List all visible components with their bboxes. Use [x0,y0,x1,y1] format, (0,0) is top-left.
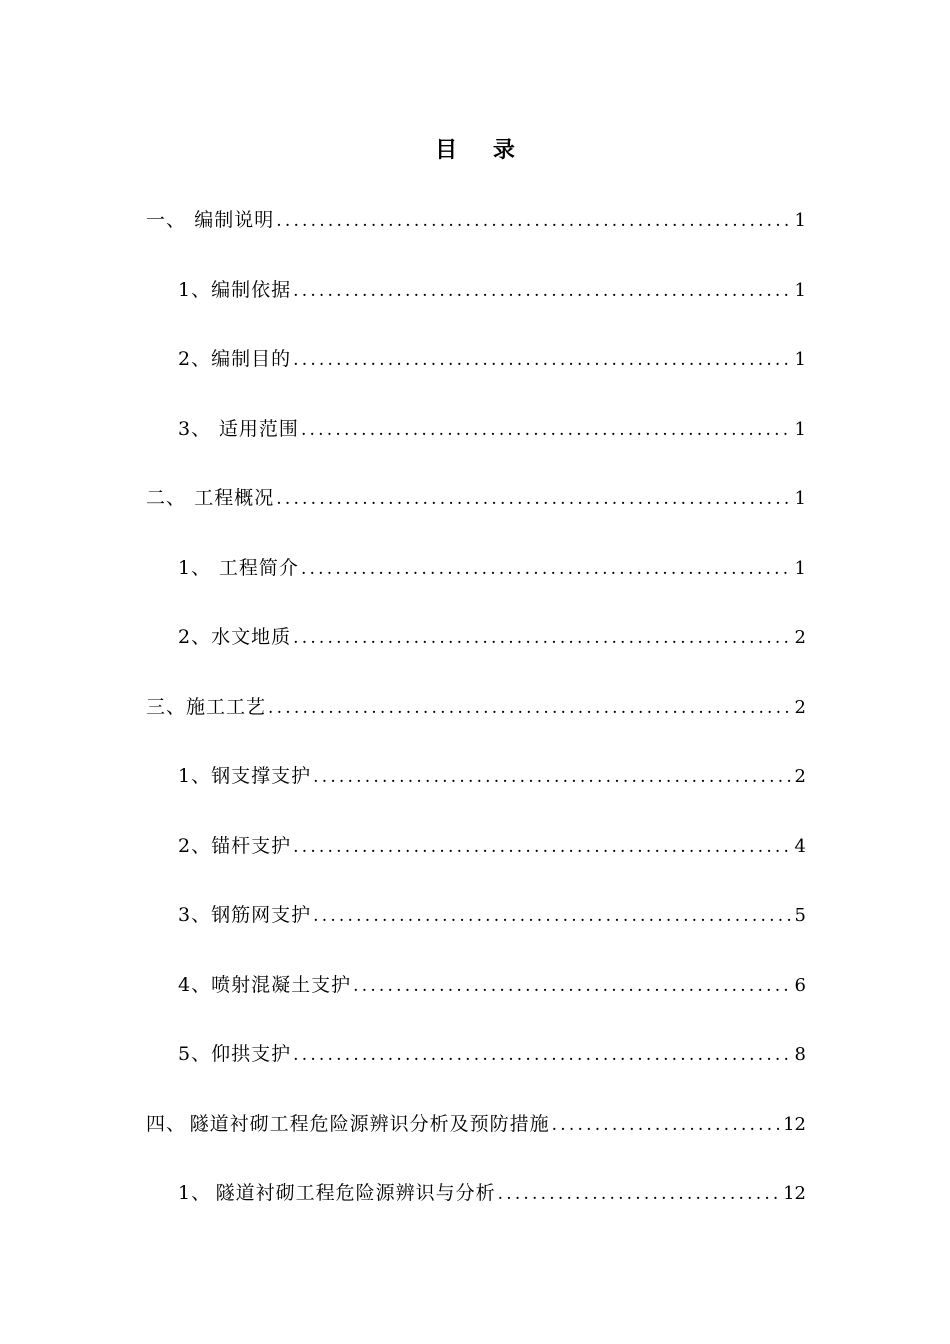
toc-entry-page-number: 12 [783,1183,806,1204]
toc-entry-page-number: 6 [794,975,806,996]
toc-entry-text: 编制说明 [194,209,275,231]
toc-leader-dots [276,206,790,236]
toc-entry-text: 编制目的 [211,348,292,370]
toc-entry[interactable] [178,1178,806,1208]
toc-entry-number: 1、 [178,1182,212,1204]
toc-title: 目 录 [435,137,529,163]
toc-leader-dots [313,901,790,931]
toc-leader-dots [293,832,790,862]
toc-leader-dots [498,1179,779,1209]
toc-entry-page-number: 4 [794,836,806,857]
toc-entry-number: 2、 [178,626,212,648]
toc-entry-text: 水文地质 [211,626,292,648]
toc-entry-text: 仰拱支护 [211,1043,292,1065]
toc-leader-dots [293,345,790,375]
toc-entry-page-number: 5 [794,905,806,926]
toc-leader-dots [268,693,791,723]
toc-leader-dots [353,971,790,1001]
toc-entry-number: 四、 [146,1113,187,1135]
toc-entry-page-number: 1 [794,558,806,579]
toc-leader-dots [293,276,790,306]
toc-entry[interactable] [146,1109,806,1139]
toc-entry-number: 一、 [146,209,187,231]
toc-entry-page-number: 2 [794,627,806,648]
toc-entry-page-number: 1 [794,349,806,370]
toc-entry[interactable] [178,622,806,652]
toc-entry-text: 喷射混凝土支护 [211,974,352,996]
toc-entry-number: 4、 [178,974,212,996]
toc-entry[interactable] [178,553,806,583]
toc-entry-number: 1、 [178,279,212,301]
toc-entry-text: 锚杆支护 [211,835,292,857]
toc-entry-number: 1、 [178,765,212,787]
toc-entry-page-number: 8 [794,1044,806,1065]
toc-entry-text: 工程简介 [218,557,299,579]
toc-entry-number: 三、 [146,696,187,718]
toc-leader-dots [293,1040,790,1070]
toc-leader-dots [301,415,791,445]
toc-entry-number: 1、 [178,557,212,579]
toc-entry-page-number: 1 [794,210,806,231]
toc-leader-dots [301,554,791,584]
toc-entry[interactable] [178,900,806,930]
toc-entry-number: 5、 [178,1043,212,1065]
toc-entry-number: 3、 [178,418,212,440]
toc-entry-text: 隧道衬砌工程危险源辨识分析及预防措施 [189,1113,550,1135]
toc-entry-text: 隧道衬砌工程危险源辨识与分析 [215,1182,496,1204]
toc-entry-number: 2、 [178,348,212,370]
toc-entry[interactable] [178,275,806,305]
toc-entry[interactable] [146,483,806,513]
toc-entry[interactable] [178,831,806,861]
toc-entry-number: 2、 [178,835,212,857]
toc-entry-page-number: 1 [794,280,806,301]
toc-leader-dots [552,1110,779,1140]
toc-entry[interactable] [178,414,806,444]
toc-entry-text: 编制依据 [211,279,292,301]
toc-leader-dots [276,484,790,514]
toc-entry-number: 二、 [146,487,187,509]
toc-entry[interactable] [146,692,806,722]
toc-entry[interactable] [178,344,806,374]
toc-leader-dots [293,623,790,653]
toc-entry-number: 3、 [178,904,212,926]
toc-entry-page-number: 2 [794,766,806,787]
toc-entry[interactable] [178,761,806,791]
toc-entry-text: 钢筋网支护 [211,904,312,926]
toc-entry-page-number: 1 [794,419,806,440]
toc-leader-dots [313,762,790,792]
toc-entry-text: 施工工艺 [186,696,267,718]
toc-entry-page-number: 1 [794,488,806,509]
toc-entry-page-number: 2 [794,697,806,718]
toc-entry-text: 工程概况 [194,487,275,509]
toc-entry-text: 适用范围 [218,418,299,440]
toc-entry[interactable] [178,1039,806,1069]
toc-entry[interactable] [146,205,806,235]
toc-entry-page-number: 12 [783,1114,806,1135]
toc-entry[interactable] [178,970,806,1000]
toc-entry-text: 钢支撑支护 [211,765,312,787]
